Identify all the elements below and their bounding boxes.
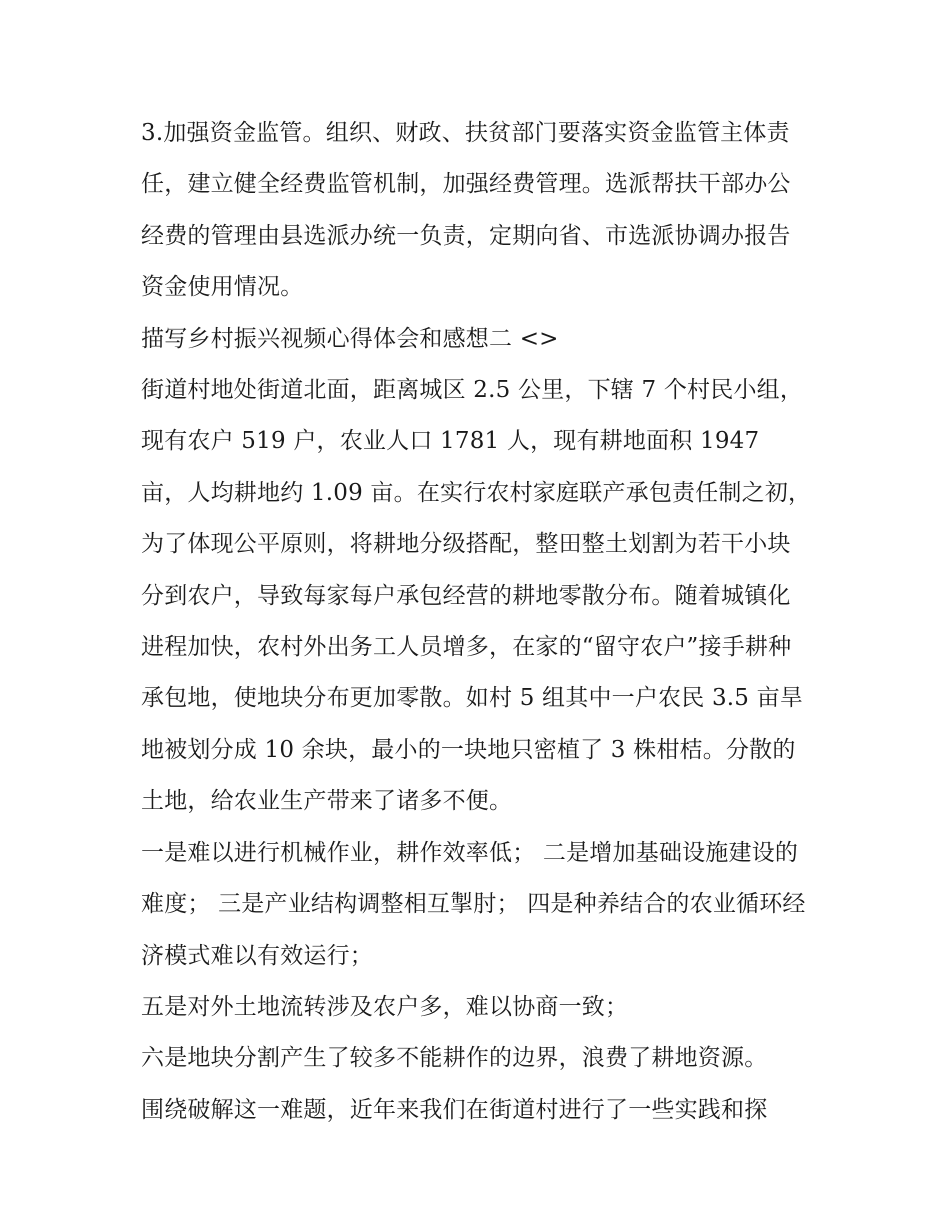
paragraph-problem-six: 六是地块分割产生了较多不能耕作的边界，浪费了耕地资源。 (141, 1045, 768, 1072)
paragraph-problem-five: 五是对外土地流转涉及农户多，难以协商一致； (141, 993, 629, 1020)
section-heading: 描写乡村振兴视频心得体会和感想二 <> (141, 325, 559, 352)
document-body (141, 108, 813, 1136)
paragraph-problems-list: 一是难以进行机械作业，耕作效率低； 二是增加基础设施建设的难度； 三是产业结构调整相互掣肘； 四是种养结合的农业循环经济模式难以有效运行； (141, 839, 806, 969)
paragraph-funding-supervision: 3.加强资金监管。组织、财政、扶贫部门要落实资金监管主体责任，建立健全经费监管机制，加强经费管理。选派帮扶干部办公经费的管理由县选派办统一负责，定期向省、市选派协调办报告资金使用情况。 (141, 120, 791, 301)
paragraph-village-overview: 街道村地处街道北面，距离城区 2.5 公里，下辖 7 个村民小组，现有农户 519 户，农业人口 1781 人，现有耕地面积 1947 亩，人均耕地约 1.09 亩。在实行农村家庭联产承包责任制之初，为了体现公平原则，将耕地分级搭配，整田整土划割为若干小块分到农户，导致每家每户承包经营的耕地零散分布。随着城镇化进程加快，农村外出务工人员增多，在家的“留守农户”接手耕种承包地，使地块分布更加零散。如村 5 组其中一户农民 3.5 亩旱地被划分成 10 余块，最小的一块地只密植了 3 株柑桔。分散的土地，给农业生产带来了诸多不便。 (141, 377, 812, 815)
paragraph-practice-intro: 围绕破解这一难题，近年来我们在街道村进行了一些实践和探 (141, 1096, 768, 1123)
